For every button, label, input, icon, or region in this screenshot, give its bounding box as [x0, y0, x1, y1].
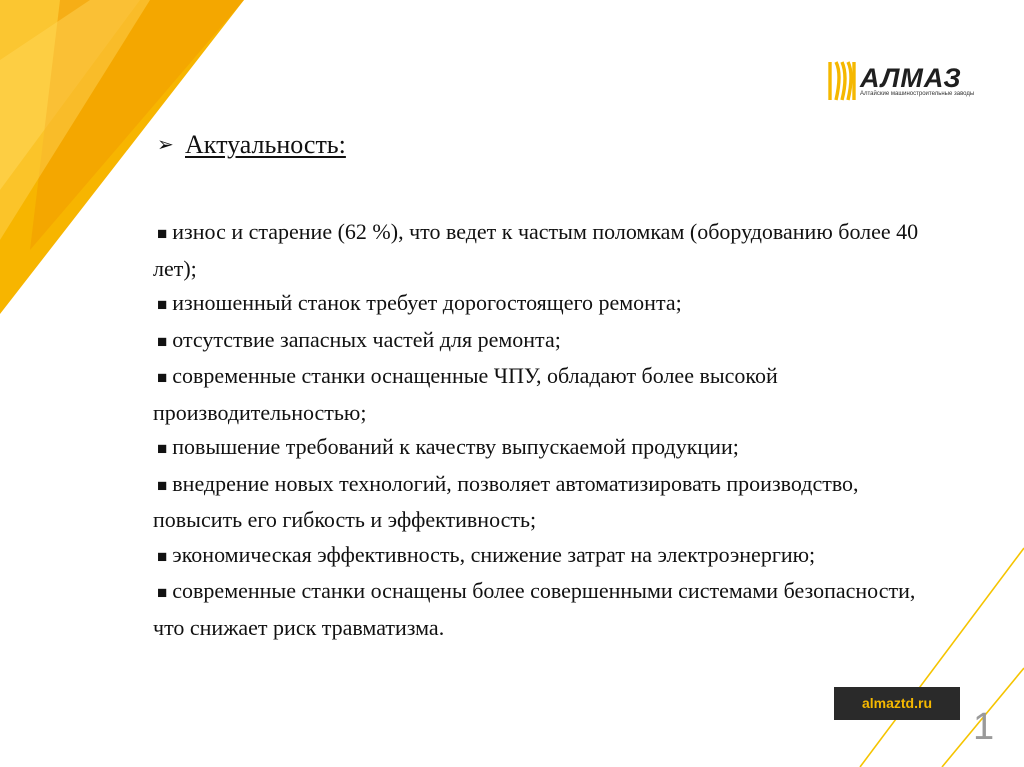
list-item-text: отсутствие запасных частей для ремонта;	[172, 326, 561, 352]
list-item	[153, 215, 943, 286]
square-bullet-icon: ■	[157, 475, 168, 495]
page-number: 1	[973, 706, 995, 748]
list-item	[153, 538, 943, 575]
list-item-text: изношенный станок требует дорогостоящего ремонта;	[172, 290, 682, 315]
arrow-bullet-icon: ➢	[157, 134, 174, 156]
logo-emblem-icon	[827, 60, 857, 102]
list-item-text: современные станки оснащенные ЧПУ, обладают более высокой производительностью;	[153, 363, 778, 425]
list-item	[153, 323, 943, 360]
square-bullet-icon: ■	[157, 295, 168, 314]
section-heading	[157, 128, 346, 162]
list-item-text: современные станки оснащены более совершенными системами безопасности, что снижает риск травматизма.	[153, 578, 916, 640]
list-item	[153, 574, 943, 645]
list-item	[153, 467, 943, 538]
square-bullet-icon: ■	[157, 546, 168, 566]
list-item-text: внедрение новых технологий, позволяет автоматизировать производство, повысить его гибкость и эффективность;	[153, 470, 859, 532]
square-bullet-icon: ■	[157, 439, 168, 458]
list-item-text: износ и старение (62 %), что ведет к частым поломкам (оборудованию более 40 лет);	[153, 219, 919, 281]
list-item	[153, 430, 943, 467]
logo-subtitle: Алтайские машиностроительные заводы	[860, 91, 975, 97]
list-item	[153, 286, 943, 323]
list-item-text: повышение требований к качеству выпускаемой продукции;	[172, 434, 739, 459]
square-bullet-icon: ■	[157, 368, 168, 387]
heading-title: Актуальность:	[185, 130, 346, 159]
logo-wordmark: АЛМАЗ	[860, 63, 962, 93]
list-item-text: экономическая эффективность, снижение затрат на электроэнергию;	[172, 541, 816, 567]
list-item	[153, 359, 943, 430]
square-bullet-icon: ■	[157, 331, 168, 351]
square-bullet-icon: ■	[157, 224, 168, 243]
company-logo	[827, 60, 977, 106]
bullet-list	[153, 215, 943, 645]
website-link[interactable]: almaztd.ru	[834, 687, 960, 720]
square-bullet-icon: ■	[157, 583, 168, 602]
